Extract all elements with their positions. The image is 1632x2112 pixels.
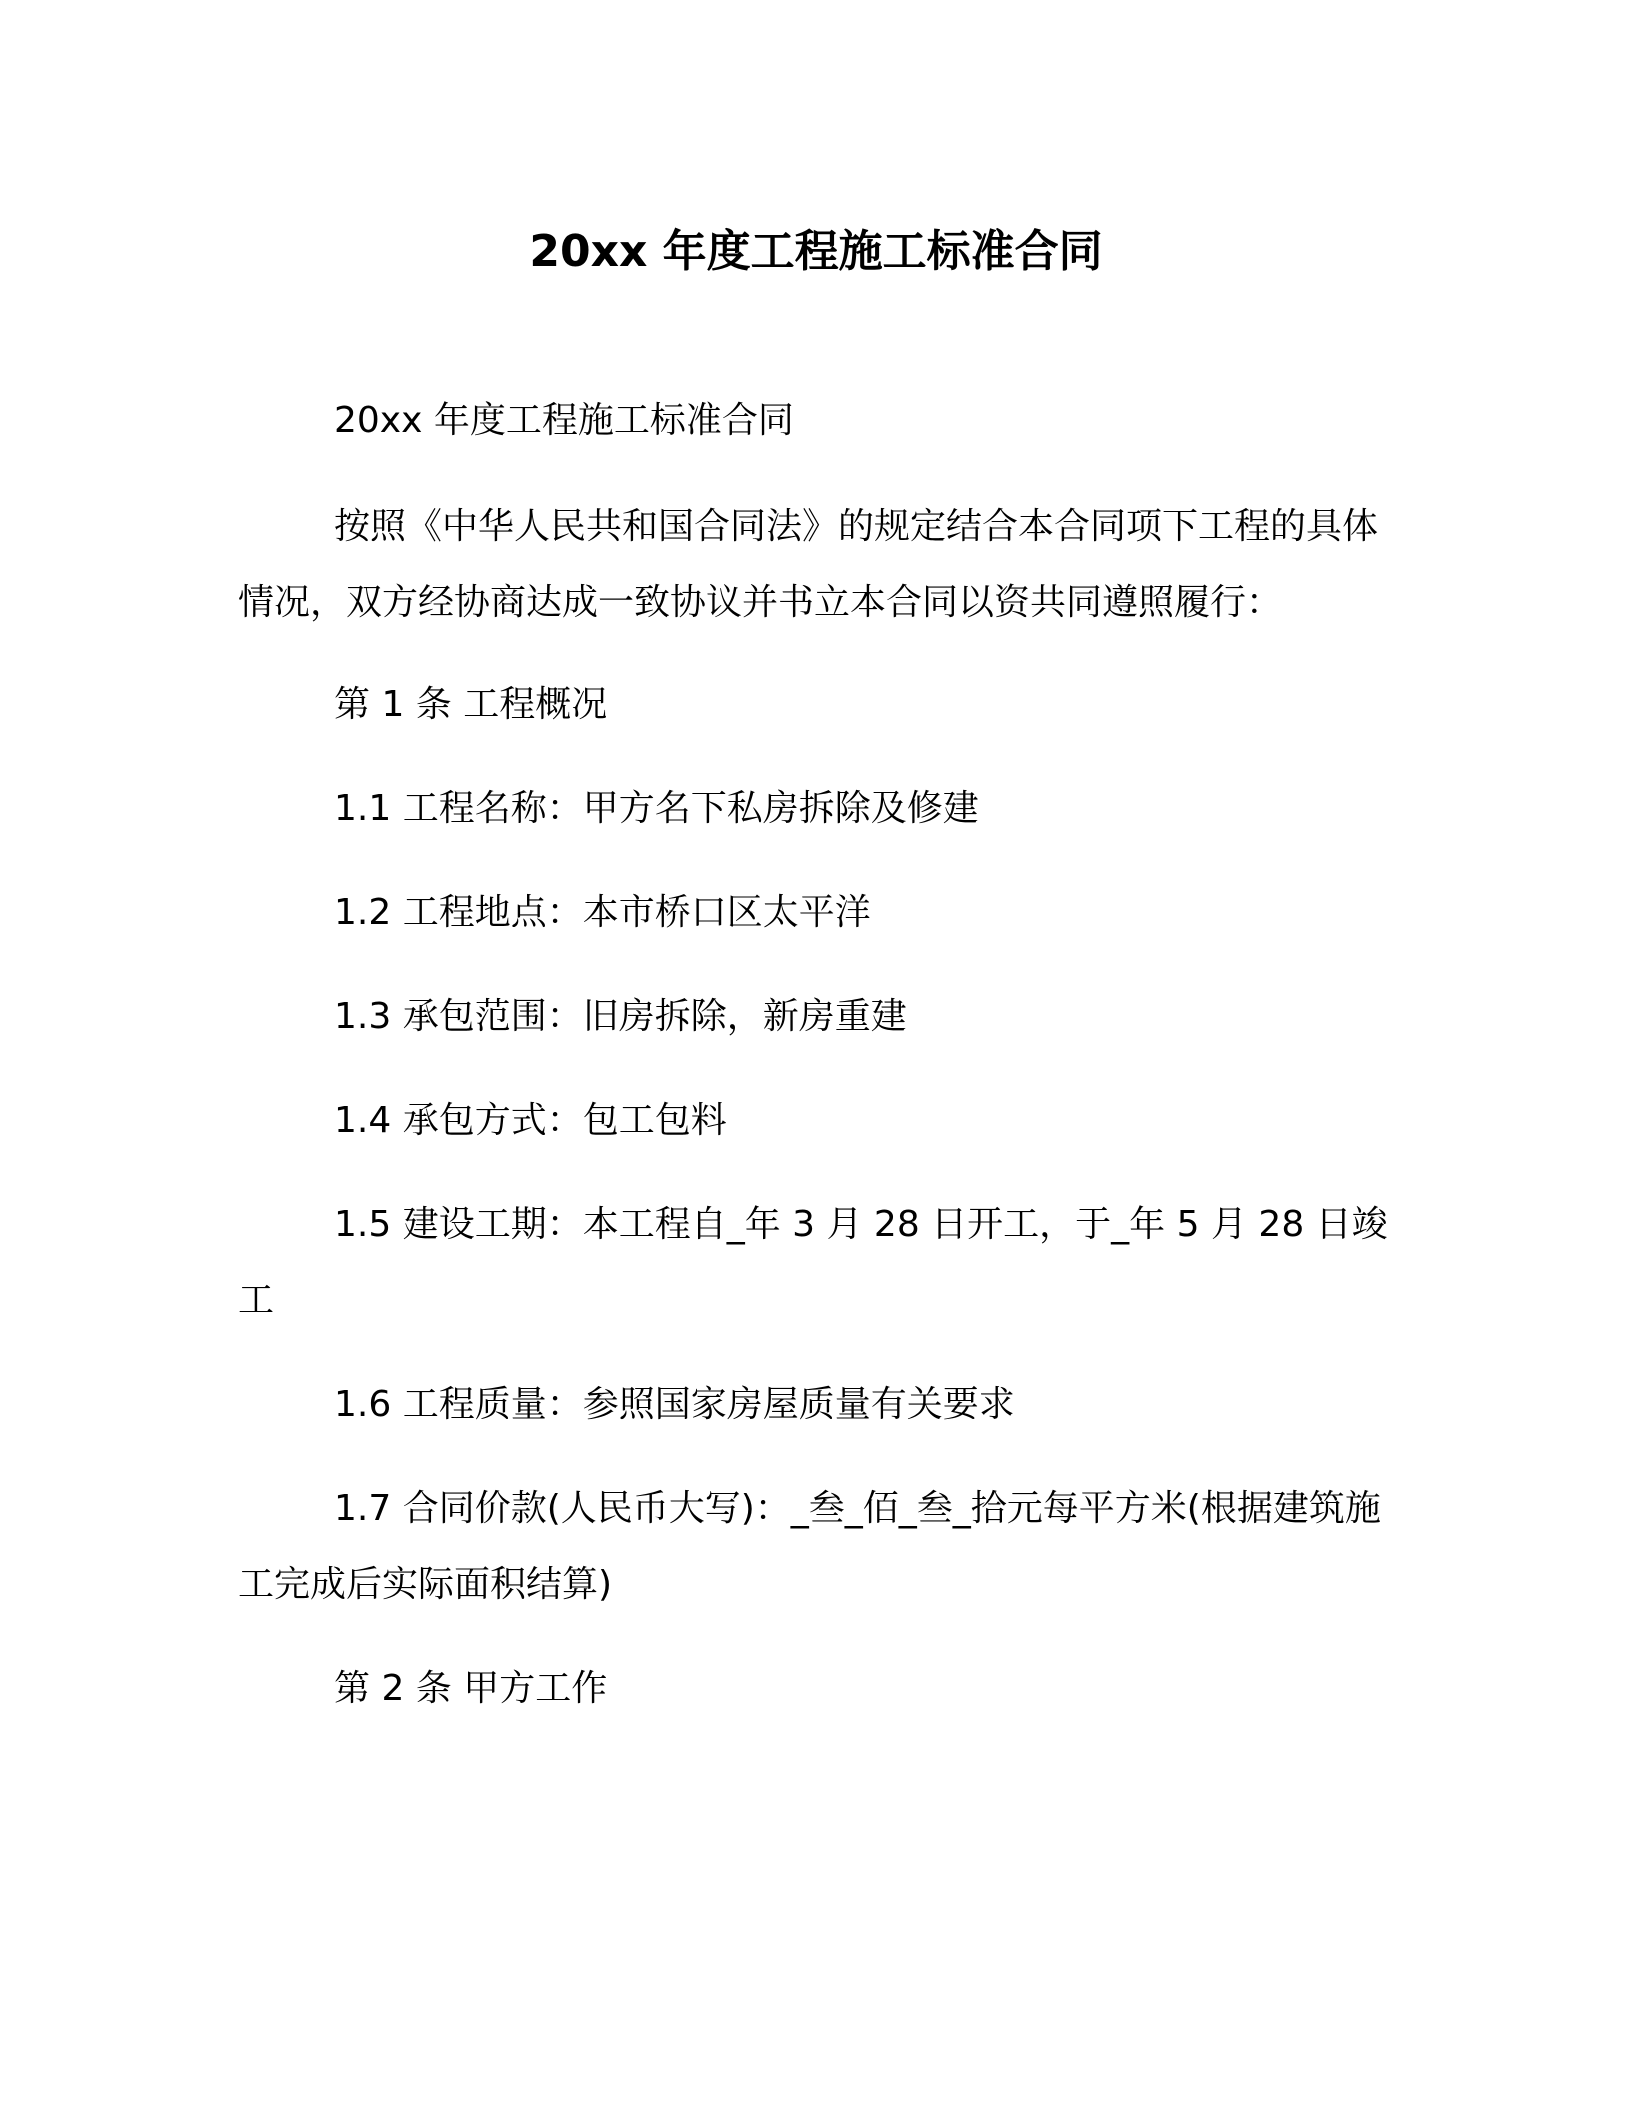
subtitle-paragraph: 20xx 年度工程施工标准合同: [334, 400, 794, 441]
clause-1-1: 1.1 工程名称：甲方名下私房拆除及修建: [334, 788, 979, 829]
document-title: 20xx 年度工程施工标准合同: [529, 226, 1103, 277]
clause-1-2: 1.2 工程地点：本市桥口区太平洋: [334, 892, 871, 933]
article-2-heading: 第 2 条 甲方工作: [334, 1668, 608, 1709]
clause-1-6: 1.6 工程质量：参照国家房屋质量有关要求: [334, 1384, 1015, 1425]
clause-1-4: 1.4 承包方式：包工包料: [334, 1100, 727, 1141]
preamble-paragraph: 按照《中华人民共和国合同法》的规定结合本合同项下工程的具体情况，双方经协商达成一致协议并书立本合同以资共同遵照履行：: [238, 506, 1379, 623]
clause-1-3: 1.3 承包范围：旧房拆除，新房重建: [334, 996, 907, 1037]
article-1-heading: 第 1 条 工程概况: [334, 684, 608, 725]
clause-1-5: 1.5 建设工期：本工程自_年 3 月 28 日开工，于_年 5 月 28 日竣工: [238, 1204, 1388, 1321]
clause-1-7: 1.7 合同价款(人民币大写)：_叁_佰_叁_拾元每平方米(根据建筑施工完成后实际面积结算): [238, 1488, 1381, 1605]
